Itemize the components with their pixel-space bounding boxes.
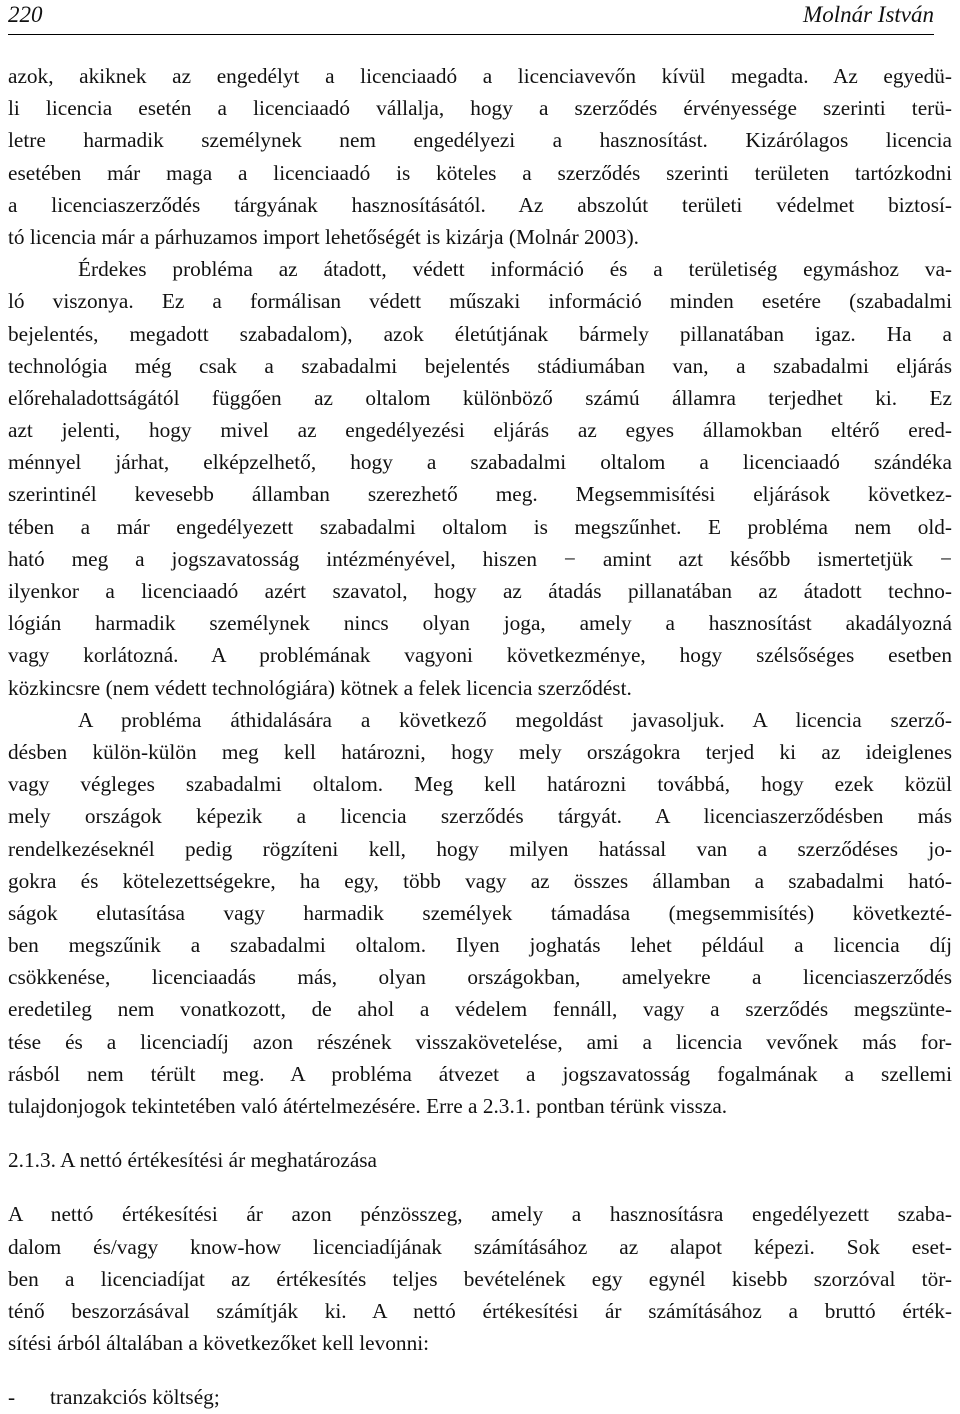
list-item xyxy=(8,1381,952,1413)
paragraph-2 xyxy=(8,253,952,704)
text-line: tulajdonjogok tekintetében való átértelmezésére. Erre a 2.3.1. pontban térünk vissza. xyxy=(8,1094,728,1118)
text-line: ténő beszorzásával számítják ki. A nettó értékesítési ár számításához a bruttó érték- xyxy=(8,1298,952,1323)
text-line: tése és a licenciadíj azon részének visszakövetelése, ami a licencia vevőnek más for- xyxy=(8,1029,952,1054)
text-line: technológia még csak a szabadalmi bejelentés stádiumában van, a szabadalmi eljárás xyxy=(8,353,952,378)
text-line: eredetileg nem vonatkozott, de ahol a védelem fennáll, vagy a szerződés megszünte- xyxy=(8,997,952,1022)
text-line: vagy végleges szabadalmi oltalom. Meg kell határozni továbbá, hogy ezek közül xyxy=(8,772,952,797)
text-line: lógián harmadik személynek nincs olyan joga, amely a hasznosítást akadályozná xyxy=(8,611,952,636)
text-line: vagy korlátozná. A problémának vagyoni következménye, hogy szélsőséges esetben xyxy=(8,643,952,668)
page-header xyxy=(8,0,934,35)
text-line: ben megszűnik a szabadalmi oltalom. Ilyen joghatás lehet például a licencia díj xyxy=(8,933,952,958)
text-line: mely országok képezik a licencia szerződés tárgyát. A licenciaszerződésben más xyxy=(8,804,952,829)
list-item-text: tranzakciós költség; xyxy=(50,1385,220,1410)
text-line: csökkenése, licenciaadás más, olyan országokban, amelyekre a licenciaszerződés xyxy=(8,965,952,990)
text-line: letre harmadik személynek nem engedélyezi a hasznosítást. Kizárólagos licencia xyxy=(8,128,952,153)
cost-list xyxy=(8,1381,952,1413)
text-line: ló viszonya. Ez a formálisan védett műszaki információ minden esetére (szabadalmi xyxy=(8,289,952,314)
text-line: ható meg a jogszavatosság intézményével, hiszen − amint azt később ismertetjük − xyxy=(8,546,952,571)
text-line: gokra és kötelezettségekre, ha egy, több vagy az összes államban a szabadalmi ható- xyxy=(8,868,952,893)
section-heading: 2.1.3. A nettó értékesítési ár meghatározása xyxy=(8,1148,378,1173)
paragraph-4 xyxy=(8,1198,952,1359)
text-line: ben a licenciadíjat az értékesítés teljes bevételének egy egynél kisebb szorzóval tör- xyxy=(8,1266,952,1291)
text-line: rendelkezéseknél pedig rögzíteni kell, hogy milyen hatással van a szerződéses jo- xyxy=(8,836,952,861)
running-author: Molnár István xyxy=(803,2,934,27)
body-text xyxy=(8,60,952,1414)
text-line: li licencia esetén a licenciaadó vállalja, hogy a szerződés érvényessége szerinti terü- xyxy=(8,96,952,121)
text-line: ménnyel járhat, elképzelhető, hogy a szabadalmi oltalom a licenciaadó szándéka xyxy=(8,450,952,475)
text-line: a licenciaszerződés tárgyának hasznosításától. Az abszolút területi védelmet biztosí- xyxy=(8,192,952,217)
text-line: tó licencia már a párhuzamos import lehetőségét is kizárja (Molnár 2003). xyxy=(8,224,639,249)
text-line: sítési árból általában a következőket kell levonni: xyxy=(8,1331,430,1356)
text-line: azok, akiknek az engedélyt a licenciaadó a licenciavevőn kívül megadta. Az egyedü- xyxy=(8,64,952,88)
text-line: tében a már engedélyezett szabadalmi oltalom is megszűnhet. E probléma nem old- xyxy=(8,514,952,539)
text-line: előrehaladottságától függően az oltalom különböző számú államra terjedhet ki. Ez xyxy=(8,385,952,410)
text-line: azt jelenti, hogy mivel az engedélyezési eljárás az egyes államokban eltérő ered- xyxy=(8,418,952,443)
spacer xyxy=(8,1122,952,1144)
text-line: désben külön-külön meg kell határozni, hogy mely országokra terjed ki az ideiglenes xyxy=(8,739,952,764)
page-number: 220 xyxy=(8,2,43,27)
paragraph-1 xyxy=(8,60,952,253)
text-line: dalom és/vagy know-how licenciadíjának számításához az alapot képezi. Sok eset- xyxy=(8,1234,952,1259)
text-line: bejelentés, megadott szabadalom), azok életútjának bármely pillanatában igaz. Ha a xyxy=(8,321,952,346)
text-line: közkincsre (nem védett technológiára) kötnek a felek licencia szerződést. xyxy=(8,675,632,700)
spacer xyxy=(8,1359,952,1381)
paragraph-3 xyxy=(8,704,952,1122)
text-line: ságok elutasítása vagy harmadik személyek támadása (megsemmisítés) következté- xyxy=(8,900,952,925)
text-line: ilyenkor a licenciaadó azért szavatol, hogy az átadás pillanatában az átadott techno- xyxy=(8,579,952,603)
text-line: esetében már maga a licenciaadó is köteles a szerződés szerinti területen tartózkodni xyxy=(8,160,952,185)
spacer xyxy=(8,1176,952,1198)
text-line: Érdekes probléma az átadott, védett információ és a területiség egymáshoz va- xyxy=(78,257,952,282)
text-line: A nettó értékesítési ár azon pénzösszeg, amely a hasznosításra engedélyezett szaba- xyxy=(8,1202,952,1227)
text-line: A probléma áthidalására a következő megoldást javasoljuk. A licencia szerző- xyxy=(78,707,952,732)
list-bullet: - xyxy=(8,1385,16,1410)
text-line: rásból nem térült meg. A probléma átvezet a jogszavatosság fogalmának a szellemi xyxy=(8,1061,952,1086)
text-line: szerintinél kevesebb államban szerezhető meg. Megsemmisítési eljárások következ- xyxy=(8,482,952,507)
